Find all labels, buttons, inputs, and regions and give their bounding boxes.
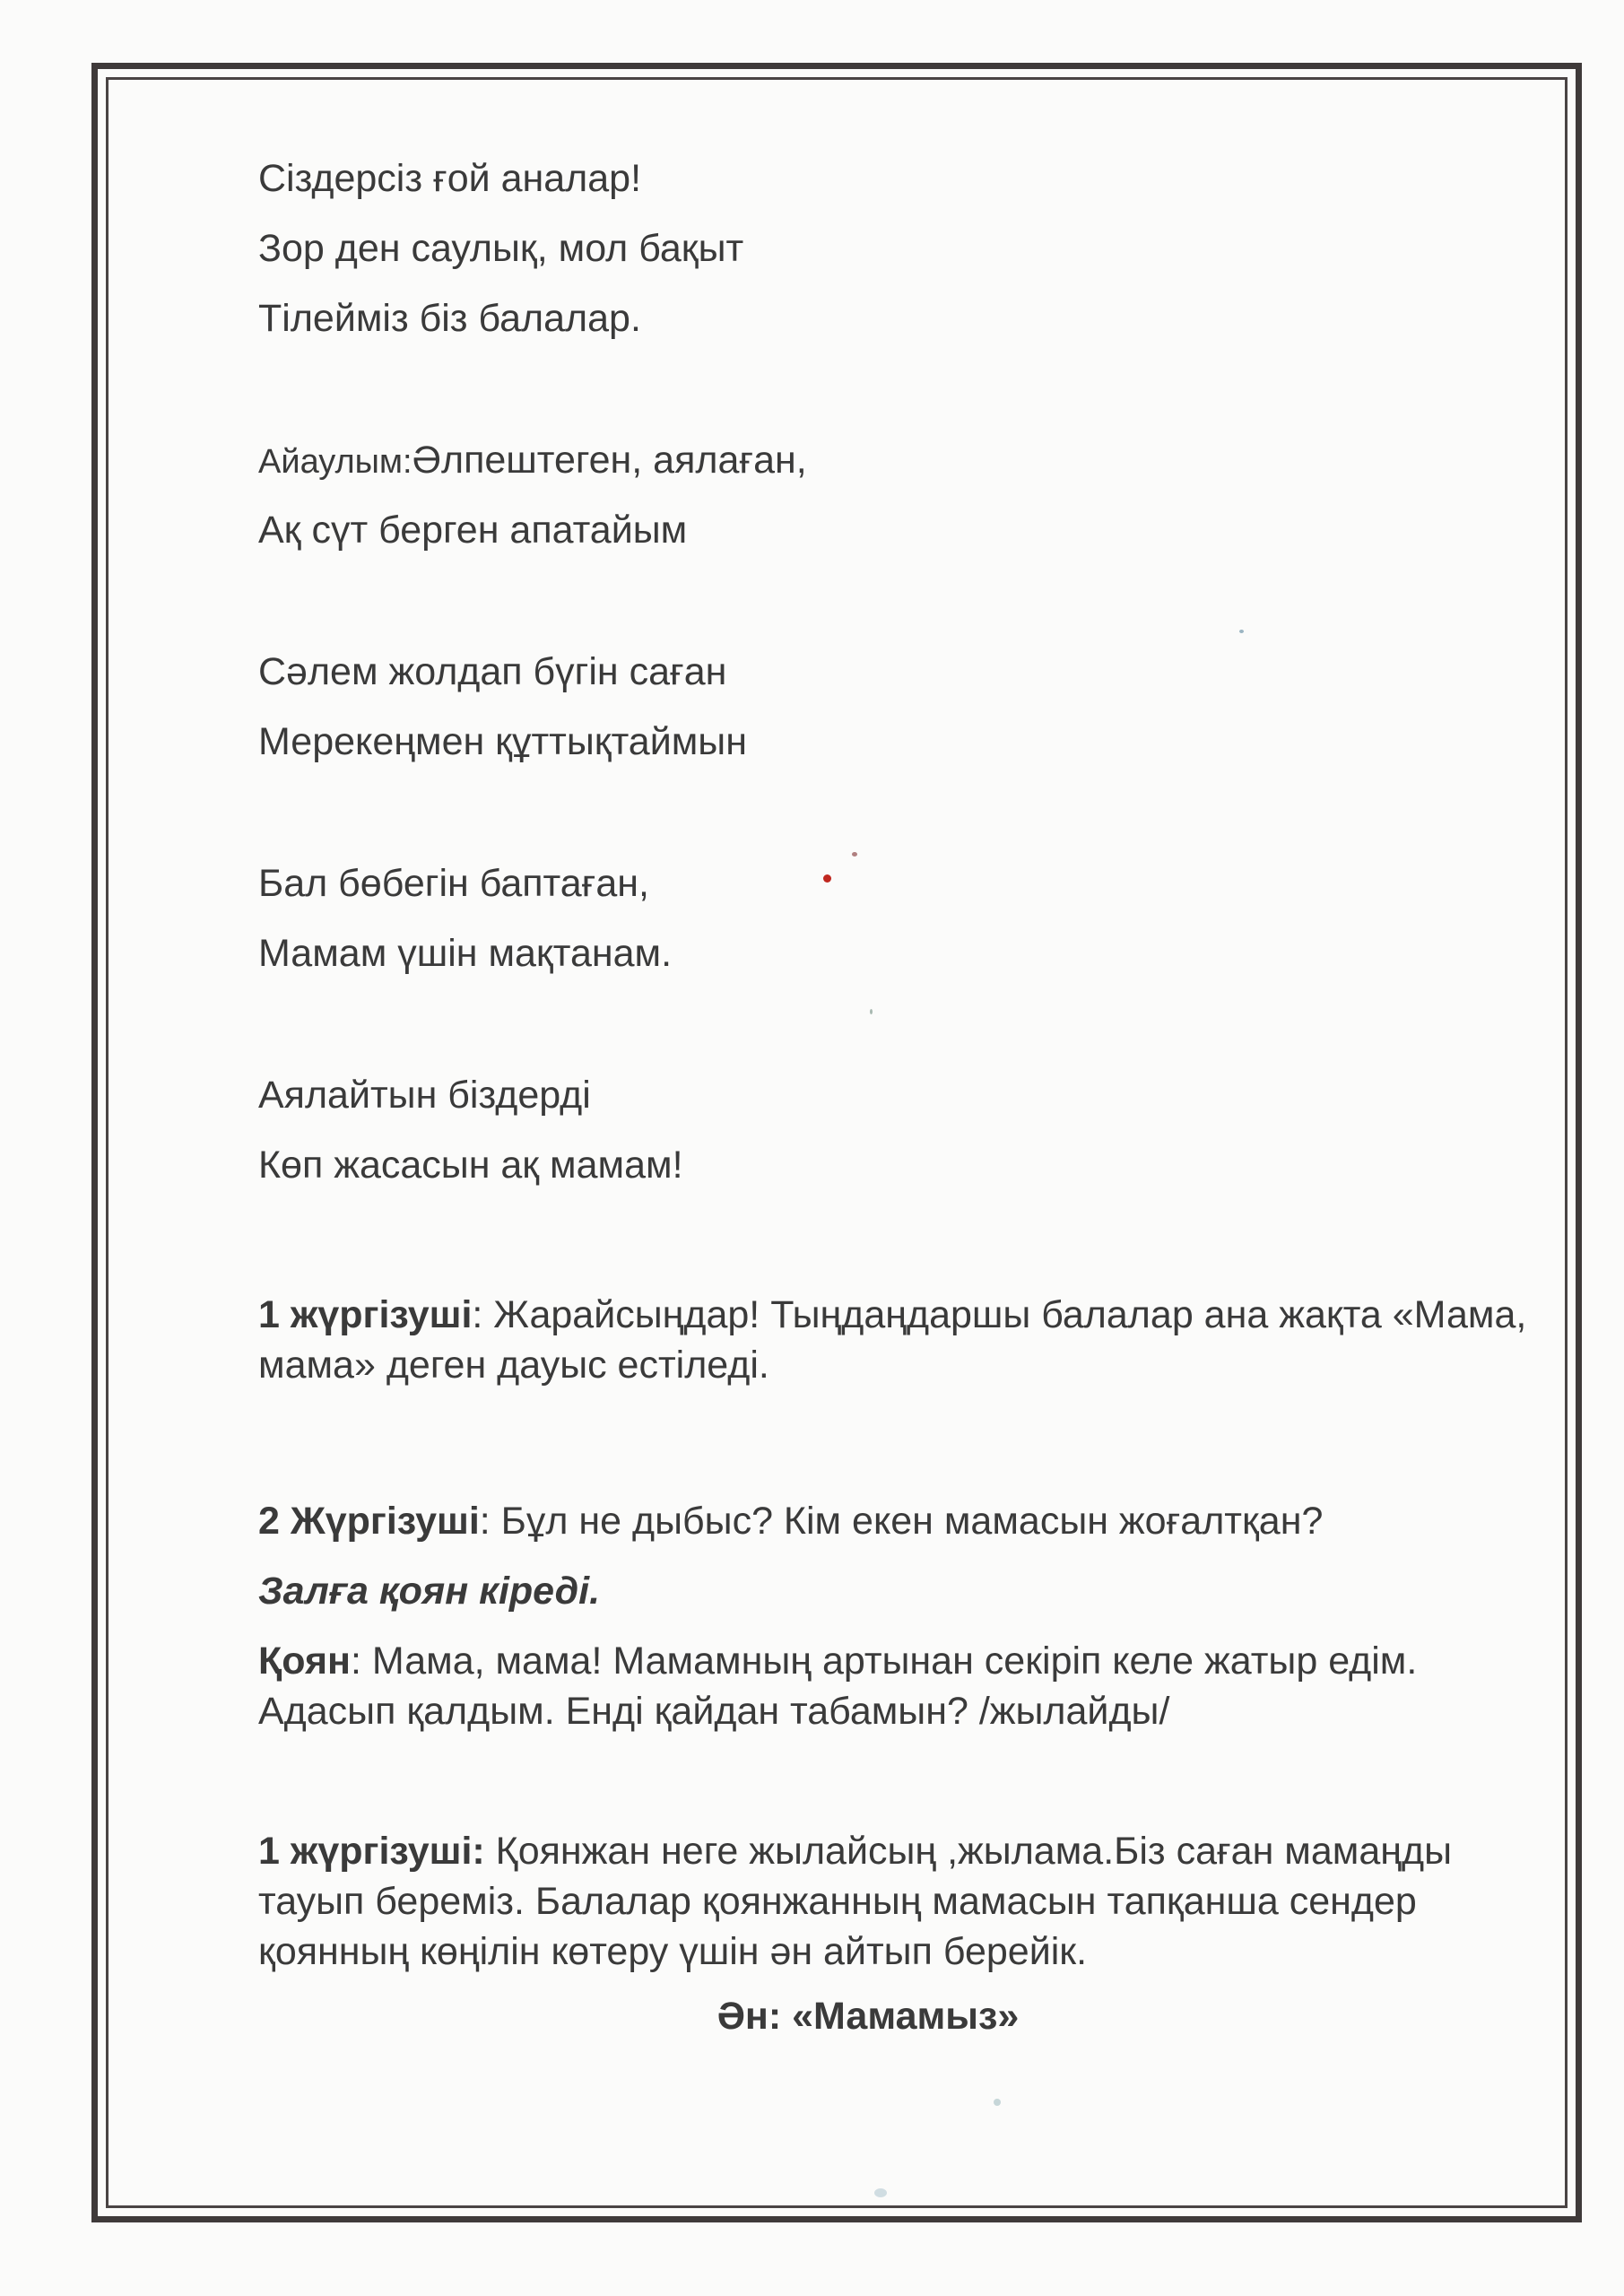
dialogue-paragraph — [258, 1290, 1532, 1390]
speaker-name: Айаулым: — [258, 443, 413, 481]
verse-line: Аялайтын біздерді — [258, 1074, 591, 1117]
speaker-name: 2 Жүргізуші — [258, 1500, 480, 1543]
dialogue-paragraph — [258, 1826, 1532, 1977]
stage-direction: Залға қоян кіреді. — [258, 1570, 601, 1613]
stanza-5 — [258, 1060, 1532, 1200]
ink-speck — [874, 2188, 887, 2197]
stanza-4 — [258, 848, 1532, 988]
verse-line: Бал бөбегін баптаған, — [258, 862, 649, 905]
stanza-3 — [258, 637, 1532, 777]
speaker-name: 1 жүргізуші — [258, 1293, 473, 1336]
speaker-name: Қоян — [258, 1639, 352, 1683]
stanza-1 — [258, 144, 1532, 353]
dialogue-text: Қоянжан неге жылайсың ,жылама.Біз саған мамаңды тауып береміз. Балалар қоянжанның мамасын тапқанша сендер қоянның көңілін көтеру үшін ән айтып берейік. — [258, 1830, 1452, 1973]
verse-line: Сәлем жолдап бүгін саған — [258, 650, 727, 693]
verse-text: Әлпештеген, аялаған, — [412, 439, 807, 482]
ink-speck — [823, 874, 831, 883]
document-body — [258, 144, 1532, 2041]
dialogue-paragraph — [258, 1636, 1532, 1736]
verse-line: Көп жасасын ақ мамам! — [258, 1144, 683, 1187]
verse-line: Сіздерсіз ғой аналар! — [258, 157, 642, 200]
verse-line: Зор ден саулық, мол бақыт — [258, 227, 744, 270]
speaker-name: 1 жүргізуші: — [258, 1830, 485, 1873]
dialogue-text: : Бұл не дыбыс? Кім екен мамасын жоғалтқан? — [479, 1500, 1324, 1543]
ink-speck — [870, 1009, 873, 1014]
verse-line: Тілейміз біз балалар. — [258, 297, 641, 340]
stanza-2 — [258, 425, 1532, 565]
dialogue-paragraph — [258, 1496, 1532, 1546]
verse-line — [258, 425, 1532, 495]
song-title: Ән: «Мамамыз» — [716, 1995, 1020, 2038]
ink-speck — [1239, 630, 1244, 633]
verse-line: Мамам үшін мақтанам. — [258, 932, 673, 975]
dialogue-text: : Мама, мама! Мамамның артынан секіріп келе жатыр едім. Адасып қалдым. Енді қайдан табамын? /жылайды/ — [258, 1639, 1418, 1733]
ink-speck — [852, 852, 857, 857]
dialogue-text: : Жарайсыңдар! Тыңдаңдаршы балалар ана жақта «Мама, мама» деген дауыс естіледі. — [258, 1293, 1527, 1387]
ink-speck — [994, 2099, 1001, 2106]
verse-line: Мерекеңмен құттықтаймын — [258, 720, 747, 763]
verse-line: Ақ сүт берген апатайым — [258, 509, 688, 552]
